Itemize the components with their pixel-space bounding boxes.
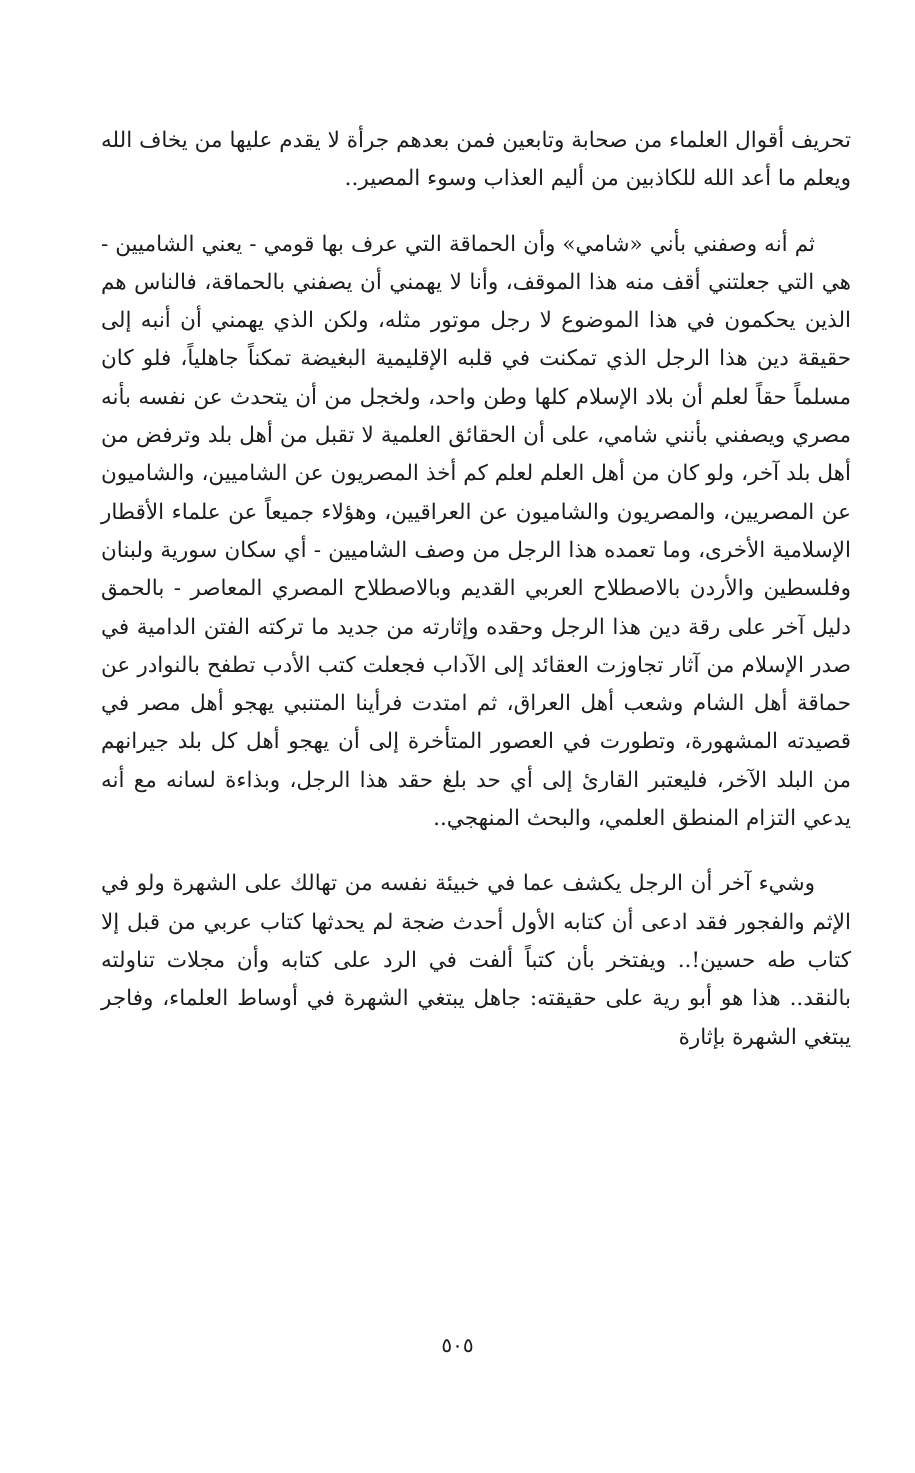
paragraph-2: ثم أنه وصفني بأني «شامي» وأن الحماقة التي عرف بها قومي - يعني الشاميين - هي التي جعلتني أقف منه هذا الموقف، وأنا لا يهمني أن يصفني بالحماقة، فالناس هم الذين يحكمون في هذا الموضوع لا رجل موتور مثله، ولكن الذي يهمني أن أنبه إلى حقيقة دين هذا الرجل الذي تمكنت في قلبه الإقليمية البغيضة تمكناً جاهلياً، فلو كان مسلماً حقاً لعلم أن بلاد الإسلام كلها وطن واحد، ولخجل من أن يتحدث عن نفسه بأنه مصري ويصفني بأنني شامي، على أن الحقائق العلمية لا تقبل من أهل بلد وترفض من أهل بلد آخر، ولو كان من أهل العلم لعلم كم أخذ المصريون عن الشاميين، والشاميون عن المصريين، والمصريون والشاميون عن العراقيين، وهؤلاء جميعاً عن علماء الأقطار الإسلامية الأخرى، وما تعمده هذا الرجل من وصف الشاميين - أي سكان سورية ولبنان وفلسطين والأردن بالاصطلاح العربي القديم وبالاصطلاح المصري المعاصر - بالحمق دليل آخر على رقة دين هذا الرجل وحقده وإثارته من جديد ما تركته الفتن الدامية في صدر الإسلام من آثار تجاوزت العقائد إلى الآداب فجعلت كتب الأدب تطفح بالنوادر عن حماقة أهل الشام وشعب أهل العراق، ثم امتدت فرأينا المتنبي يهجو أهل مصر في قصيدته المشهورة، وتطورت في العصور المتأخرة إلى أن يهجو أهل كل بلد جيرانهم من البلد الآخر، فليعتبر القارئ إلى أي حد بلغ حقد هذا الرجل، وبذاءة لسانه مع أنه يدعي التزام المنطق العلمي، والبحث المنهجي.. bbox=[101, 231, 851, 832]
page-number: ٥٠٥ bbox=[441, 1333, 474, 1357]
paragraph-1: تحريف أقوال العلماء من صحابة وتابعين فمن بعدهم جرأة لا يقدم عليها من يخاف الله ويعلم ما أعد الله للكاذبين من أليم العذاب وسوء المصير.. bbox=[101, 128, 851, 192]
body-text bbox=[101, 122, 851, 1057]
paragraph-3: وشيء آخر أن الرجل يكشف عما في خبيئة نفسه من تهالك على الشهرة ولو في الإثم والفجور فقد ادعى أن كتابه الأول أحدث ضجة لم يحدثها كتاب عربي من قبل إلا كتاب طه حسين!.. ويفتخر بأن كتباً ألفت في الرد على كتابه وأن مجلات تناولته بالنقد.. هذا هو أبو رية على حقيقته: جاهل يبتغي الشهرة في أوساط العلماء، وفاجر يبتغي الشهرة بإثارة bbox=[101, 871, 851, 1050]
